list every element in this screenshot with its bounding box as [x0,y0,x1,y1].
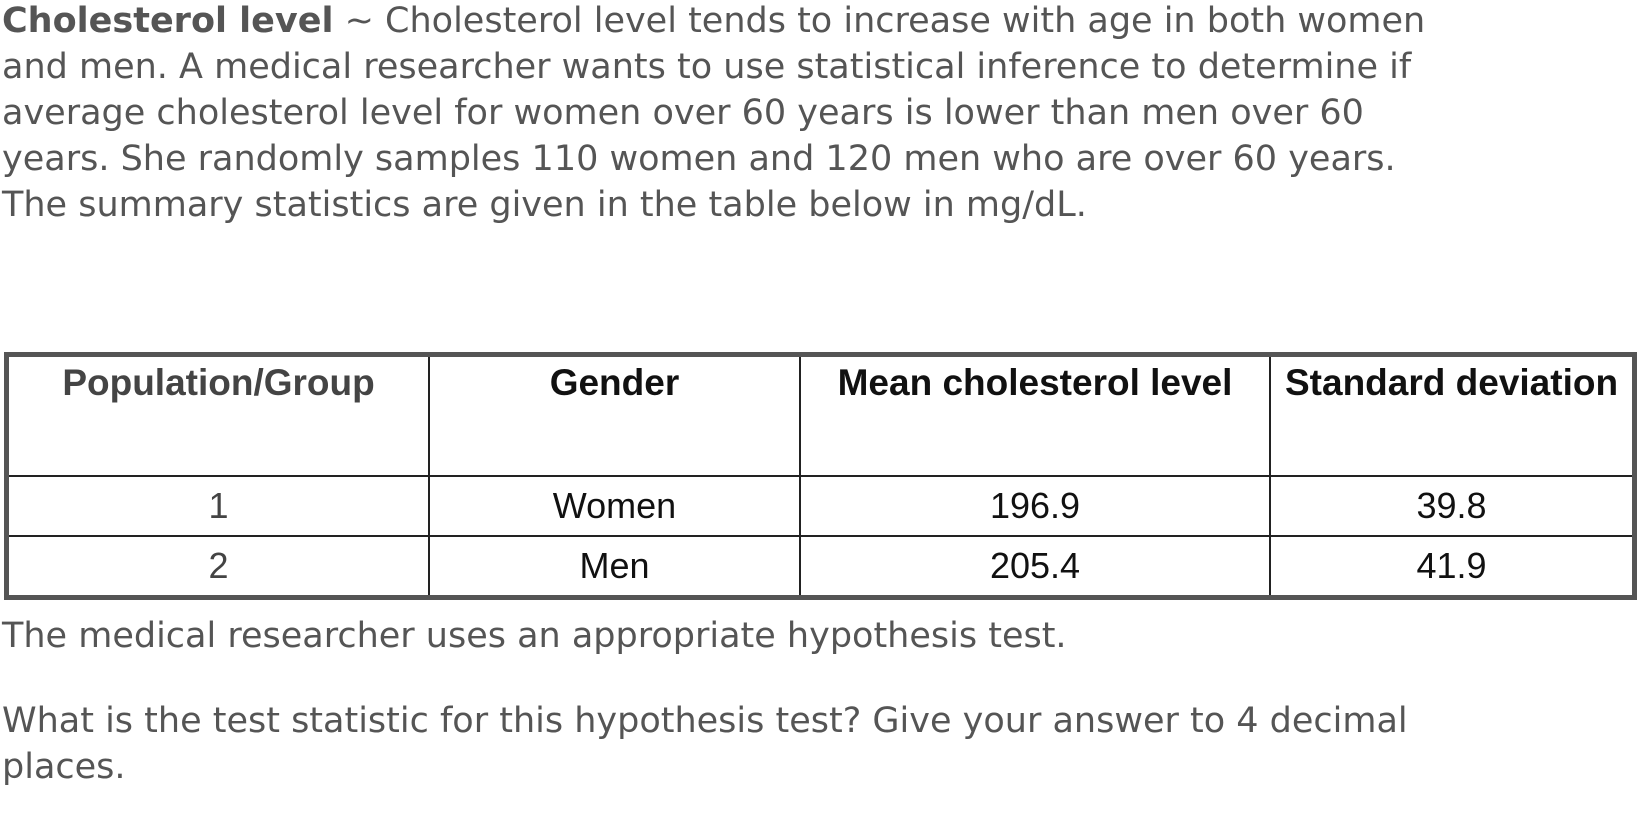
cell-group: 2 [7,536,430,598]
cell-sd: 41.9 [1270,536,1634,598]
question-text [2,0,1462,228]
cell-group: 1 [7,476,430,536]
cell-gender: Women [429,476,800,536]
summary-statistics-table [4,352,1637,600]
table-row [7,476,1635,536]
cell-sd: 39.8 [1270,476,1634,536]
header-mean-cholesterol: Mean cholesterol level [800,355,1270,477]
header-standard-deviation: Standard deviation [1270,355,1634,477]
cell-mean: 196.9 [800,476,1270,536]
cell-gender: Men [429,536,800,598]
cell-mean: 205.4 [800,536,1270,598]
question-intro: Cholesterol level tends to increase with age in both women and men. A medical researcher wants to use statistical inference to determine if average cholesterol level for women over 60 years is lower than men over 60 years. She randomly samples 110 women and 120 men who are over 60 years. The summary statistics are given in the table below in mg/dL. [2,1,1426,225]
topic-separator: ~ [333,1,386,41]
table-header-row [7,355,1635,477]
followup-text: The medical researcher uses an appropriate hypothesis test. [2,616,1067,656]
table-row [7,536,1635,598]
header-population-group: Population/Group [7,355,430,477]
header-gender: Gender [429,355,800,477]
question-topic: Cholesterol level [2,1,334,41]
question-prompt: What is the test statistic for this hypothesis test? Give your answer to 4 decimal places. [2,701,1408,787]
